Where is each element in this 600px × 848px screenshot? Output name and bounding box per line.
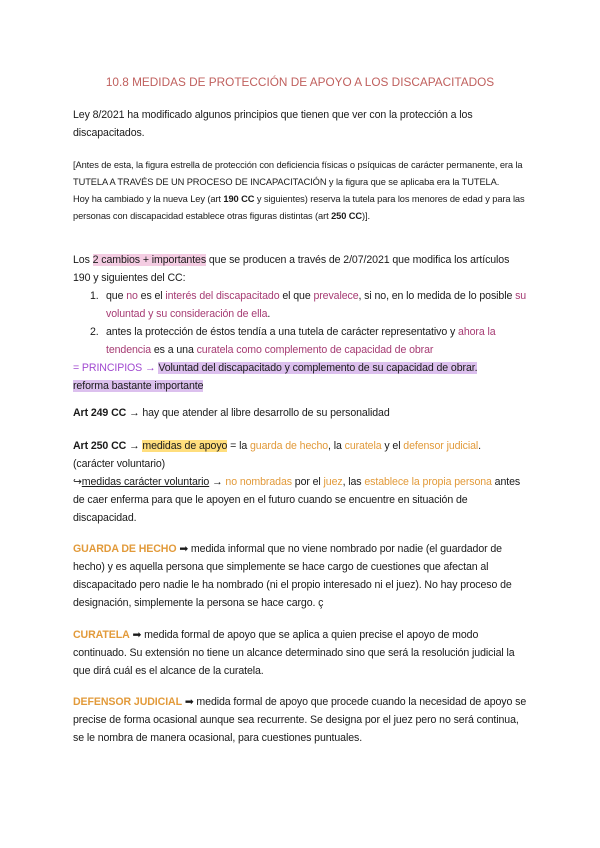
ahora-keyword: ahora la tendencia bbox=[106, 326, 496, 356]
curatela-keyword: curatela como complemento de capacidad de obrar bbox=[196, 344, 434, 356]
no-nombradas: no nombradas bbox=[225, 476, 292, 488]
changes-post: que se producen a través de 2/07/2021 que modifica los artículos 190 y siguientes del CC: bbox=[73, 254, 510, 284]
note-line-2c: y siguientes) reserva la tutela para los menores de edad y para las personas con discapacidad establece otras figuras distintas (art bbox=[73, 194, 525, 221]
defensor-text: medida formal de apoyo que procede cuando la necesidad de apoyo se precise de forma ocasional aunque sea recurrente. Se designa por el juez pero no será continua, se le nombra de manera ocasional, para cuestiones puntuales. bbox=[73, 696, 527, 744]
note-art190: 190 CC bbox=[223, 194, 255, 204]
prevalece-keyword: prevalece bbox=[313, 290, 359, 302]
art249-paragraph bbox=[73, 404, 529, 422]
medidas-apoyo: medidas de apoyo bbox=[142, 440, 228, 452]
return-arrow-icon: ↪ bbox=[73, 476, 82, 488]
note-line-1: [Antes de esta, la figura estrella de protección con deficiencia físicas o psíquicas de carácter permanente, era la TUTELA A TRAVÉS DE UN PROCESO DE INCAPACITACIÓN y la figura que se aplicaba era la TUTELA. bbox=[73, 160, 523, 187]
guarda-paragraph bbox=[73, 540, 529, 612]
changes-pre: Los bbox=[73, 254, 93, 266]
defensor-label: DEFENSOR JUDICIAL bbox=[73, 696, 182, 708]
list-item: 2. antes la protección de éstos tendía a una tutela de carácter representativo y ahora la tendencia es a una curatela como complemento de capacidad de obrar bbox=[73, 323, 529, 359]
arrow-right-icon: ➡ bbox=[184, 696, 194, 708]
curatela-label: CURATELA bbox=[73, 629, 130, 641]
no-keyword: no bbox=[126, 290, 138, 302]
guarda-text: medida informal que no viene nombrado por nadie (el guardador de hecho) y es aquella persona que simplemente se hace cargo de cuestiones que afectan al discapacitado pero nadie le ha nombrado (ni el propio interesado ni el juez). No hay proceso de designación, simplemente la persona se hace cargo. ç bbox=[73, 543, 512, 609]
caracter-voluntario: (carácter voluntario) bbox=[73, 458, 166, 470]
establece-keyword: establece la propia persona bbox=[364, 476, 492, 488]
art250-rest: antes de caer enferma para que le apoyen en el futuro cuando se encuentre en situación de discapacidad. bbox=[73, 476, 521, 524]
note-line-2a: Hoy ha cambiado y la nueva Ley (art bbox=[73, 194, 224, 204]
reforma-text: reforma bastante importante bbox=[73, 380, 204, 392]
principios-label: = PRINCIPIOS → bbox=[73, 362, 156, 374]
art250-paragraph: Art 250 CC → medidas de apoyo = la guarda de hecho, la curatela y el defensor judicial. (carácter voluntario) ↪medidas carácter voluntario → no nombradas por el juez, las establece la propia persona antes de caer enferma para que le apoyen en el futuro cuando se encuentre en situación de discapacidad. bbox=[73, 440, 521, 524]
juez-keyword: juez bbox=[323, 476, 343, 488]
principios-text: Voluntad del discapacitado y complemento de su capacidad de obrar. bbox=[158, 362, 478, 374]
defensor-keyword: defensor judicial bbox=[403, 440, 479, 452]
changes-section bbox=[73, 251, 529, 395]
defensor-paragraph bbox=[73, 693, 529, 747]
guarda-label: GUARDA DE HECHO bbox=[73, 543, 177, 555]
curatela-link: curatela bbox=[344, 440, 382, 452]
art250-label: Art 250 CC bbox=[73, 440, 127, 452]
intro-text: Ley 8/2021 ha modificado algunos principios que tienen que ver con la protección a los discapacitados. bbox=[73, 109, 473, 139]
art249-text: → hay que atender al libre desarrollo de su personalidad bbox=[126, 407, 390, 419]
arrow-right-icon: ➡ bbox=[179, 543, 189, 555]
list-number: 1. bbox=[90, 290, 99, 302]
sub-medidas: medidas carácter voluntario bbox=[81, 476, 210, 488]
changes-list bbox=[73, 287, 529, 359]
section-title: 10.8 MEDIDAS DE PROTECCIÓN DE APOYO A LOS DISCAPACITADOS bbox=[105, 75, 495, 89]
historical-note bbox=[73, 157, 529, 225]
curatela-paragraph bbox=[73, 626, 529, 680]
list-item: 1. que no es el interés del discapacitado el que prevalece, si no, en lo medida de lo posible su voluntad y su consideración de ella. bbox=[73, 287, 529, 323]
voluntad-keyword: su voluntad y su consideración de ella bbox=[106, 290, 527, 320]
note-art250: 250 CC bbox=[331, 211, 363, 221]
list-number: 2. bbox=[90, 326, 99, 338]
guarda-keyword: guarda de hecho bbox=[250, 440, 329, 452]
arrow-right-icon: ➡ bbox=[132, 629, 142, 641]
intro-paragraph bbox=[73, 106, 529, 142]
interes-keyword: interés del discapacitado bbox=[165, 290, 280, 302]
changes-highlight: 2 cambios + importantes bbox=[92, 254, 207, 266]
curatela-text: medida formal de apoyo que se aplica a quien precise el apoyo de modo continuado. Su extensión no tiene un alcance determinado sino que será la resolución judicial la que dirá cuál es el alcance de la curatela. bbox=[73, 629, 515, 677]
art249-label: Art 249 CC bbox=[73, 407, 127, 419]
note-line-2e: )]. bbox=[362, 211, 370, 221]
